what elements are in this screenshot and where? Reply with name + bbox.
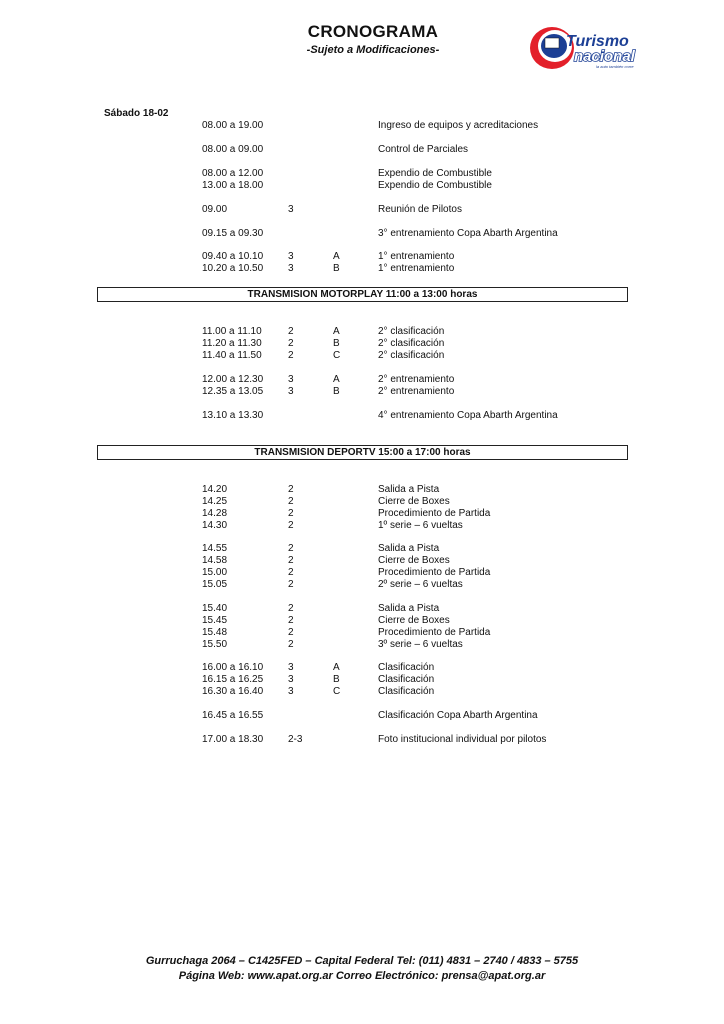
row-group: B [333, 338, 340, 349]
schedule-row [0, 520, 724, 532]
row-category: 2 [288, 520, 294, 531]
row-time: 11.20 a 11.30 [202, 338, 262, 349]
row-time: 08.00 a 19.00 [202, 120, 264, 131]
row-activity: 1° entrenamiento [378, 263, 455, 274]
row-category: 2 [288, 338, 294, 349]
row-time: 08.00 a 12.00 [202, 168, 264, 179]
row-time: 14.58 [202, 555, 228, 566]
row-category: 2 [288, 579, 294, 590]
schedule-row [0, 168, 724, 180]
row-time: 15.40 [202, 603, 228, 614]
row-group: C [333, 686, 341, 697]
row-activity: 3° entrenamiento Copa Abarth Argentina [378, 228, 558, 239]
schedule-row [0, 338, 724, 350]
row-time: 16.15 a 16.25 [202, 674, 264, 685]
row-time: 13.10 a 13.30 [202, 410, 264, 421]
row-activity: Expendio de Combustible [378, 180, 492, 191]
row-category: 2 [288, 615, 294, 626]
row-category: 2 [288, 639, 294, 650]
page-subtitle: -Sujeto a Modificaciones- [306, 44, 440, 56]
row-activity: 1° entrenamiento [378, 251, 455, 262]
row-group: A [333, 326, 340, 337]
row-group: B [333, 386, 340, 397]
row-time: 15.05 [202, 579, 228, 590]
schedule-row [0, 386, 724, 398]
row-time: 14.20 [202, 484, 228, 495]
row-category: 2 [288, 567, 294, 578]
schedule-row [0, 228, 724, 240]
row-category: 2 [288, 603, 294, 614]
schedule-row [0, 567, 724, 579]
schedule-row [0, 263, 724, 275]
row-group: A [333, 662, 340, 673]
footer-address: Gurruchaga 2064 – C1425FED – Capital Federal Tel: (011) 4831 – 2740 / 4833 – 5755 [145, 955, 579, 967]
schedule-row [0, 251, 724, 263]
row-category: 2-3 [288, 734, 303, 745]
row-category: 2 [288, 627, 294, 638]
row-time: 10.20 a 10.50 [202, 263, 264, 274]
row-activity: 2° clasificación [378, 350, 445, 361]
row-group: A [333, 374, 340, 385]
schedule-row [0, 543, 724, 555]
row-activity: Cierre de Boxes [378, 615, 450, 626]
row-category: 2 [288, 350, 294, 361]
row-activity: 3º serie – 6 vueltas [378, 639, 463, 650]
footer-web-email: Página Web: www.apat.org.ar Correo Electrónico: prensa@apat.org.ar [178, 970, 546, 982]
row-category: 2 [288, 555, 294, 566]
schedule-row [0, 496, 724, 508]
logo-word-turismo: Turismo [566, 33, 629, 50]
row-time: 14.25 [202, 496, 228, 507]
schedule-row [0, 555, 724, 567]
page-title: CRONOGRAMA [307, 22, 439, 41]
row-time: 12.00 a 12.30 [202, 374, 264, 385]
schedule-row [0, 410, 724, 422]
schedule-row [0, 326, 724, 338]
row-activity: Procedimiento de Partida [378, 508, 491, 519]
row-category: 3 [288, 251, 294, 262]
row-category: 2 [288, 496, 294, 507]
row-category: 3 [288, 662, 294, 673]
row-time: 11.40 a 11.50 [202, 350, 262, 361]
schedule-row [0, 615, 724, 627]
schedule-row [0, 144, 724, 156]
schedule-row [0, 579, 724, 591]
row-activity: Cierre de Boxes [378, 555, 450, 566]
row-group: C [333, 350, 341, 361]
turismo-nacional-logo [528, 24, 652, 78]
row-group: B [333, 674, 340, 685]
row-time: 14.55 [202, 543, 228, 554]
row-time: 14.28 [202, 508, 228, 519]
row-activity: Clasificación [378, 674, 435, 685]
row-activity: Procedimiento de Partida [378, 627, 491, 638]
schedule-row [0, 603, 724, 615]
schedule-row [0, 374, 724, 386]
row-time: 15.50 [202, 639, 228, 650]
schedule-row [0, 120, 724, 132]
row-time: 17.00 a 18.30 [202, 734, 264, 745]
row-activity: Clasificación [378, 686, 435, 697]
row-activity: Salida a Pista [378, 603, 440, 614]
schedule-row [0, 710, 724, 722]
row-activity: 2° entrenamiento [378, 386, 455, 397]
row-time: 08.00 a 09.00 [202, 144, 264, 155]
schedule-row [0, 734, 724, 746]
row-category: 3 [288, 374, 294, 385]
row-time: 13.00 a 18.00 [202, 180, 264, 191]
row-category: 2 [288, 508, 294, 519]
row-time: 12.35 a 13.05 [202, 386, 264, 397]
schedule-row [0, 686, 724, 698]
row-category: 3 [288, 263, 294, 274]
logo-word-nacional: nacional [574, 48, 635, 65]
row-category: 2 [288, 326, 294, 337]
row-time: 09.00 [202, 204, 228, 215]
row-category: 3 [288, 674, 294, 685]
schedule-row [0, 674, 724, 686]
row-activity: 2º serie – 6 vueltas [378, 579, 463, 590]
row-category: 3 [288, 204, 294, 215]
row-time: 15.45 [202, 615, 228, 626]
row-category: 3 [288, 386, 294, 397]
row-activity: Clasificación Copa Abarth Argentina [378, 710, 538, 721]
row-time: 16.45 a 16.55 [202, 710, 264, 721]
row-activity: Expendio de Combustible [378, 168, 492, 179]
schedule-row [0, 180, 724, 192]
row-activity: 2° clasificación [378, 326, 445, 337]
row-activity: Procedimiento de Partida [378, 567, 491, 578]
banner-deportv: TRANSMISION DEPORTV 15:00 a 17:00 horas [97, 445, 628, 460]
schedule-row [0, 350, 724, 362]
row-activity: Reunión de Pilotos [378, 204, 462, 215]
row-activity: Clasificación [378, 662, 435, 673]
row-category: 2 [288, 484, 294, 495]
row-group: B [333, 263, 340, 274]
row-activity: Ingreso de equipos y acreditaciones [378, 120, 539, 131]
schedule-row [0, 484, 724, 496]
row-activity: Salida a Pista [378, 543, 440, 554]
row-activity: 4° entrenamiento Copa Abarth Argentina [378, 410, 558, 421]
schedule-row [0, 662, 724, 674]
row-activity: 2° clasificación [378, 338, 445, 349]
schedule-row [0, 508, 724, 520]
row-time: 11.00 a 11.10 [202, 326, 262, 337]
row-activity: Salida a Pista [378, 484, 440, 495]
schedule-row [0, 204, 724, 216]
row-group: A [333, 251, 340, 262]
row-activity: Cierre de Boxes [378, 496, 450, 507]
row-activity: Foto institucional individual por pilotos [378, 734, 547, 745]
row-activity: 2° entrenamiento [378, 374, 455, 385]
row-activity: Control de Parciales [378, 144, 469, 155]
row-time: 14.30 [202, 520, 228, 531]
row-time: 15.48 [202, 627, 228, 638]
schedule-row [0, 627, 724, 639]
logo-flag [545, 38, 559, 48]
row-time: 15.00 [202, 567, 228, 578]
row-category: 3 [288, 686, 294, 697]
row-time: 09.15 a 09.30 [202, 228, 264, 239]
logo-tagline: la auto también corre [596, 64, 634, 69]
schedule-row [0, 639, 724, 651]
row-time: 16.00 a 16.10 [202, 662, 264, 673]
row-time: 16.30 a 16.40 [202, 686, 264, 697]
row-time: 09.40 a 10.10 [202, 251, 264, 262]
day-label: Sábado 18-02 [104, 108, 169, 119]
row-activity: 1º serie – 6 vueltas [378, 520, 463, 531]
row-category: 2 [288, 543, 294, 554]
banner-motorplay: TRANSMISION MOTORPLAY 11:00 a 13:00 horas [97, 287, 628, 302]
